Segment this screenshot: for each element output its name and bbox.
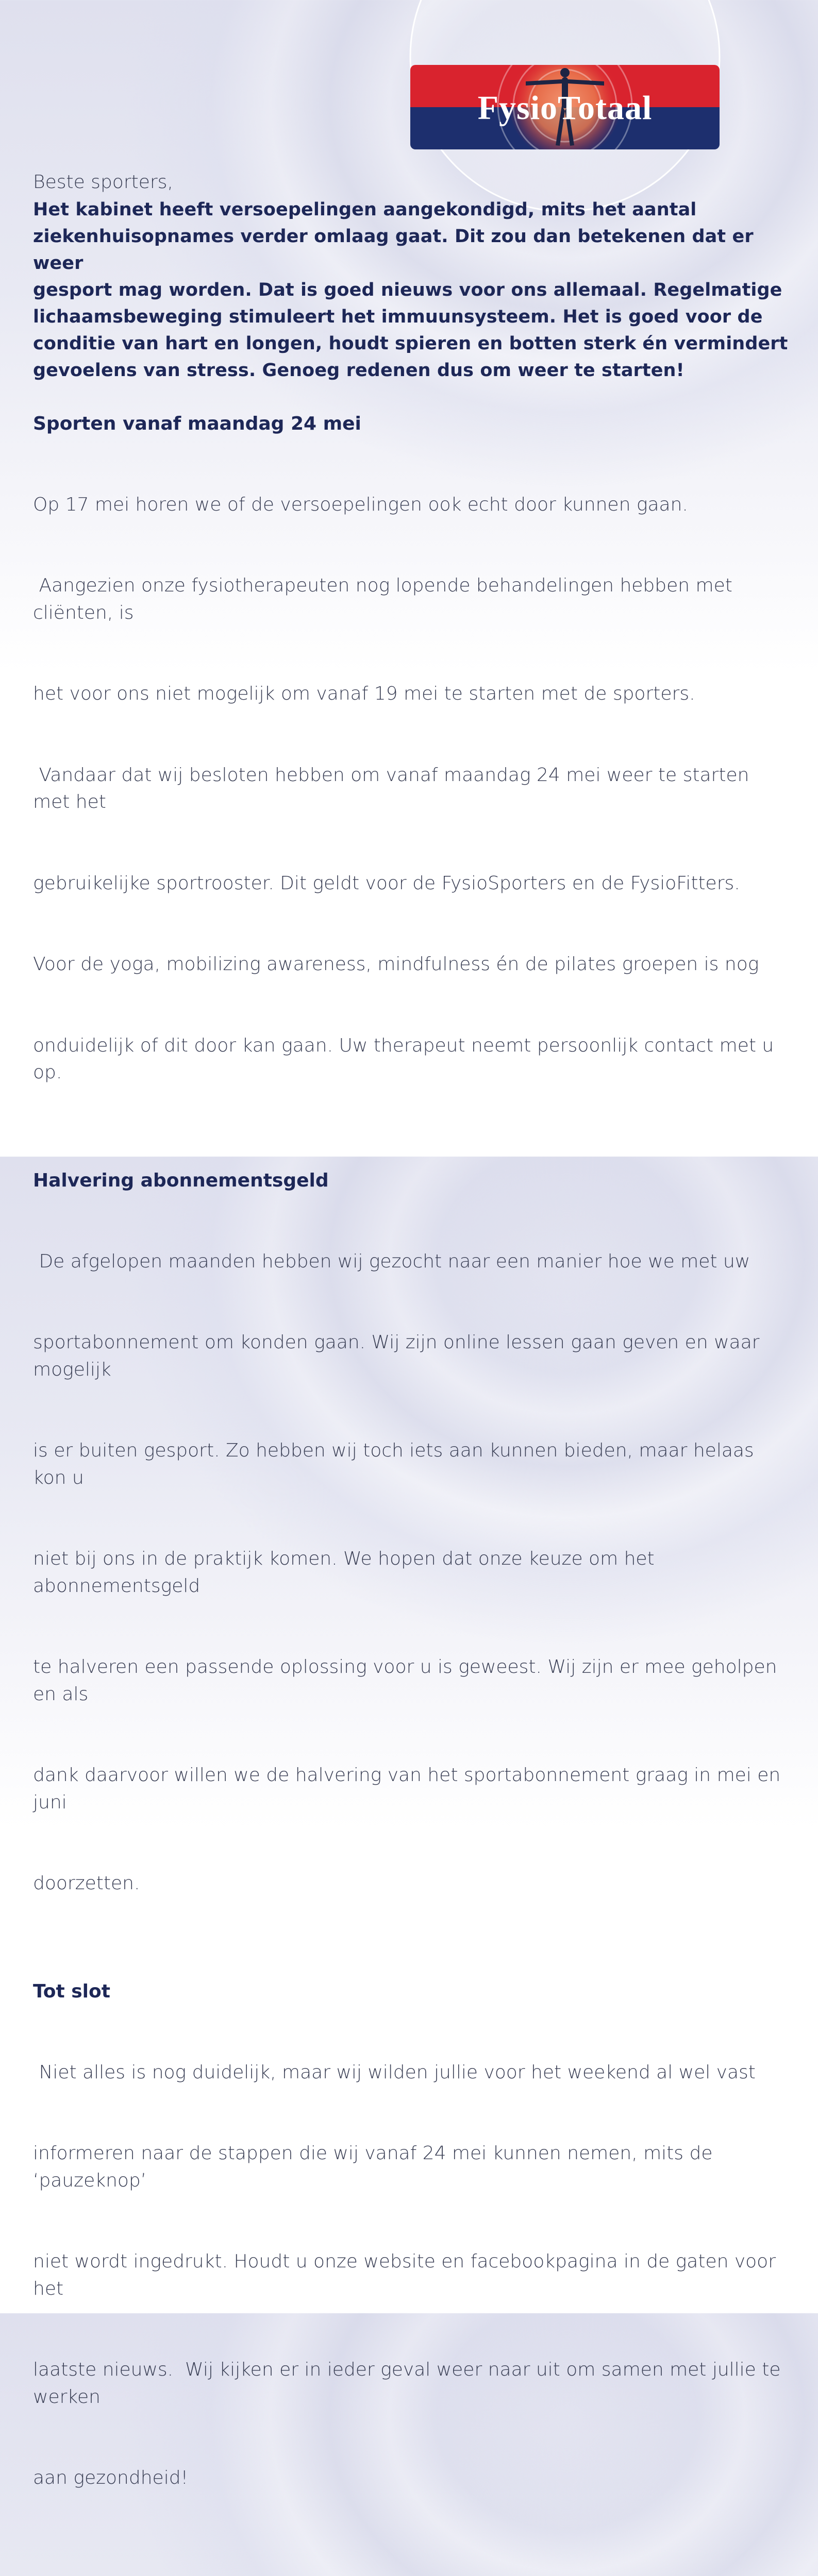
- closing: [33, 2573, 791, 2576]
- body-line: niet bij ons in de praktijk komen. We hopen dat onze keuze om het abonnementsgeld: [33, 1546, 791, 1600]
- body-line: Niet alles is nog duidelijk, maar wij wilden jullie voor het weekend al wel vast: [33, 2059, 791, 2087]
- intro-line: Het kabinet heeft versoepelingen aangekondigd, mits het aantal: [33, 196, 791, 223]
- section-body-halvering: [33, 1194, 791, 1952]
- section-body-sporten: [33, 437, 791, 1141]
- intro-line: gevoelens van stress. Genoeg redenen dus om weer te starten!: [33, 357, 791, 384]
- section-heading-sporten: Sporten vanaf maandag 24 mei: [33, 411, 791, 437]
- section-heading-tot-slot: Tot slot: [33, 1978, 791, 2005]
- body-line: Op 17 mei horen we of de versoepelingen ook echt door kunnen gaan.: [33, 492, 791, 519]
- fysiototaal-logo-graphic: [407, 0, 727, 170]
- body-line: De afgelopen maanden hebben wij gezocht naar een manier hoe we met uw: [33, 1248, 791, 1276]
- intro-line: ziekenhuisopnames verder omlaag gaat. Dit zou dan betekenen dat er weer: [33, 223, 791, 277]
- intro-line: gesport mag worden. Dat is goed nieuws voor ons allemaal. Regelmatige: [33, 277, 791, 303]
- body-line: Aangezien onze fysiotherapeuten nog lopende behandelingen hebben met cliënten, is: [33, 572, 791, 626]
- body-line: sportabonnement om konden gaan. Wij zijn online lessen gaan geven en waar mogelijk: [33, 1329, 791, 1383]
- body-line: is er buiten gesport. Zo hebben wij toch iets aan kunnen bieden, maar helaas kon u: [33, 1437, 791, 1492]
- letter-body: [33, 169, 791, 2576]
- body-line: informeren naar de stappen die wij vanaf 24 mei kunnen nemen, mits de ‘pauzeknop’: [33, 2140, 791, 2194]
- intro-paragraph: [33, 196, 791, 384]
- fysiototaal-logo: [407, 0, 727, 170]
- logo-wordmark: FysioTotaal: [478, 89, 653, 127]
- body-line: dank daarvoor willen we de halvering van het sportabonnement graag in mei en juni: [33, 1762, 791, 1816]
- intro-line: conditie van hart en longen, houdt spieren en botten sterk én vermindert: [33, 330, 791, 357]
- body-line: laatste nieuws. Wij kijken er in ieder geval weer naar uit om samen met jullie te werken: [33, 2357, 791, 2411]
- body-line: niet wordt ingedrukt. Houdt u onze website en facebookpagina in de gaten voor het: [33, 2248, 791, 2302]
- body-line: Voor de yoga, mobilizing awareness, mindfulness én de pilates groepen is nog: [33, 951, 791, 978]
- body-line: gebruikelijke sportrooster. Dit geldt voor de FysioSporters en de FysioFitters.: [33, 870, 791, 897]
- body-line: aan gezondheid!: [33, 2465, 791, 2492]
- body-line: Vandaar dat wij besloten hebben om vanaf maandag 24 mei weer te starten met het: [33, 762, 791, 816]
- body-line: doorzetten.: [33, 1870, 791, 1897]
- body-line: te halveren een passende oplossing voor u is geweest. Wij zijn er mee geholpen en als: [33, 1654, 791, 1708]
- section-heading-halvering: Halvering abonnementsgeld: [33, 1167, 791, 1194]
- section-body-tot-slot: [33, 2005, 791, 2546]
- body-line: het voor ons niet mogelijk om vanaf 19 mei te starten met de sporters.: [33, 681, 791, 708]
- intro-line: lichaamsbeweging stimuleert het immuunsysteem. Het is goed voor de: [33, 303, 791, 330]
- body-line: onduidelijk of dit door kan gaan. Uw therapeut neemt persoonlijk contact met u op.: [33, 1032, 791, 1087]
- greeting: Beste sporters,: [33, 169, 791, 196]
